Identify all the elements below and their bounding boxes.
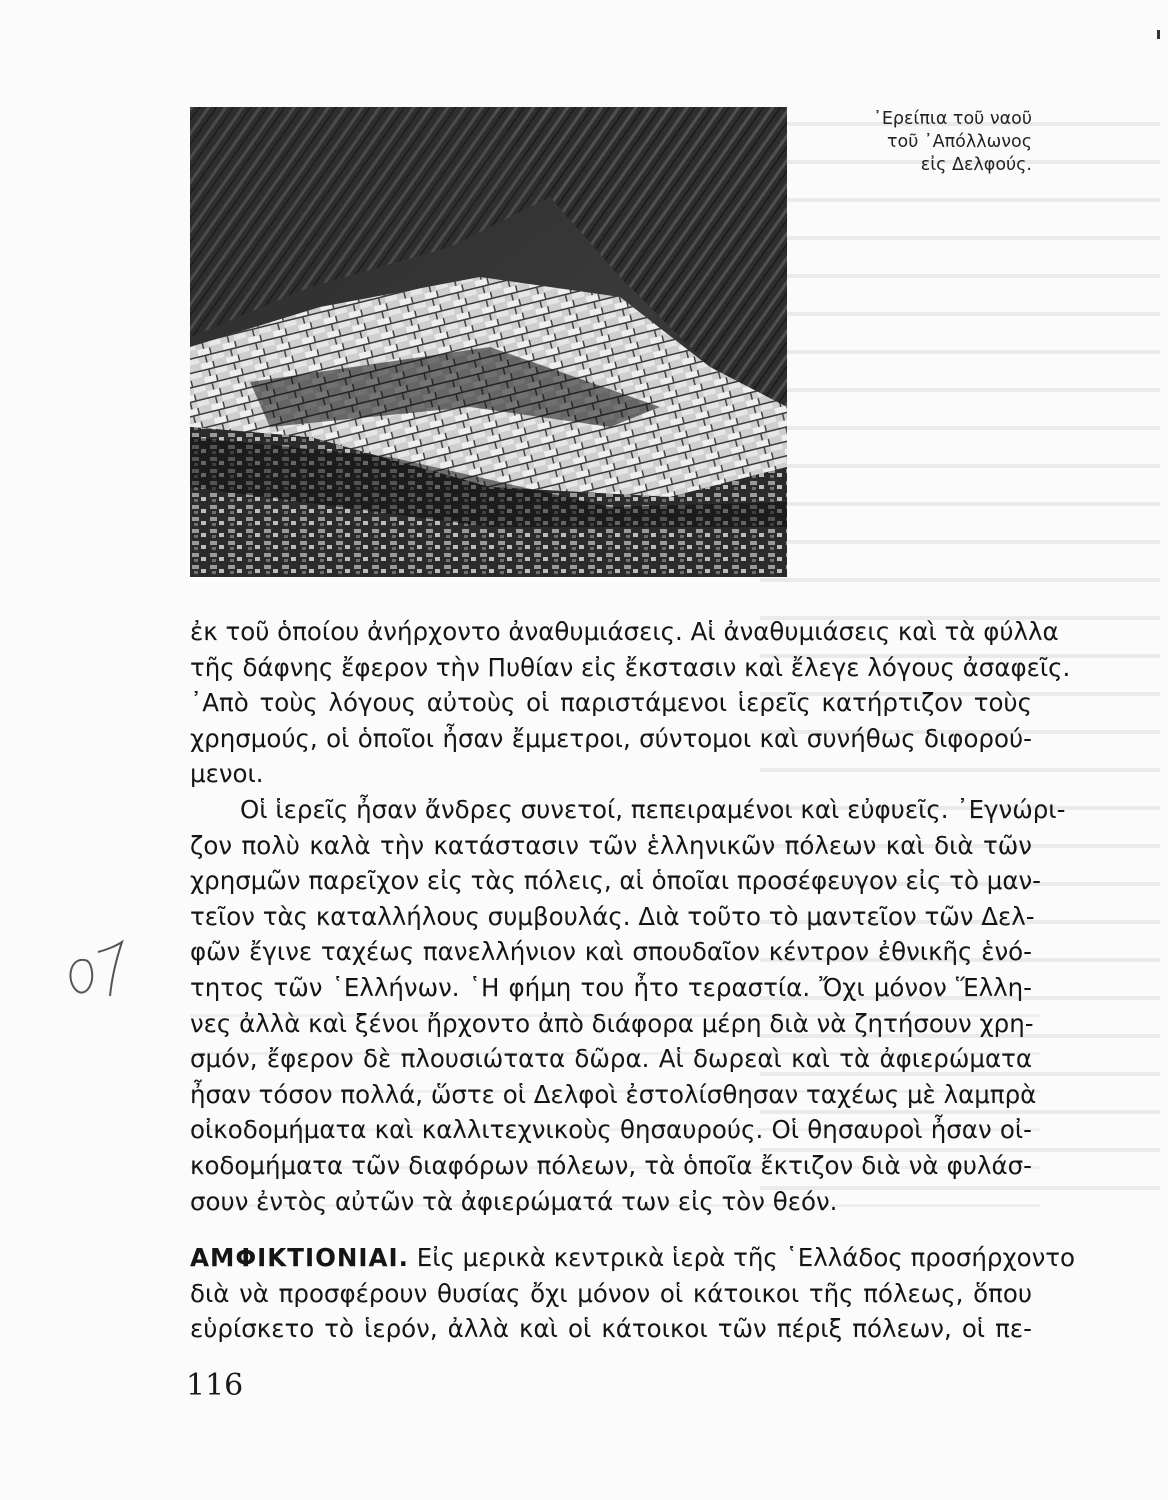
section-heading: ΑΜΦΙΚΤΙΟΝΙΑΙ.: [190, 1243, 409, 1272]
text-line: νες ἀλλὰ καὶ ξένοι ἤρχοντο ἀπὸ διάφορα μέρη διὰ νὰ ζητήσουν χρη-: [190, 1008, 1034, 1038]
section-first-line: [190, 1240, 1076, 1276]
text-line: τητος τῶν ῾Ελλήνων. ῾Η φήμη του ἦτο τεραστία. Ὄχι μόνον Ἕλλη-: [190, 972, 1032, 1002]
photo-caption: [810, 108, 1032, 177]
text-line: διὰ νὰ προσφέρουν θυσίας ὄχι μόνον οἱ κάτοικοι τῆς πόλεως, ὅπου: [190, 1278, 1032, 1308]
text-line: ζον πολὺ καλὰ τὴν κατάστασιν τῶν ἑλληνικῶν πόλεων καὶ διὰ τῶν: [190, 830, 1032, 860]
text-line: σουν ἐντὸς αὐτῶν τὰ ἀφιερώματά των εἰς τὸν θεόν.: [190, 1186, 838, 1216]
text-line: εὑρίσκετο τὸ ἱερόν, ἀλλὰ καὶ οἱ κάτοικοι τῶν πέριξ πόλεων, οἱ πε-: [190, 1314, 1032, 1344]
text-line: ᾿Απὸ τοὺς λόγους αὐτοὺς οἱ παριστάμενοι ἱερεῖς κατήρτιζον τοὺς: [190, 688, 1032, 718]
text-fragment: Εἰς μερικὰ κεντρικὰ ἱερὰ τῆς ῾Ελλάδος προσήρχοντο: [416, 1243, 1076, 1272]
text-line: σμόν, ἔφερον δὲ πλουσιώτατα δῶρα. Αἱ δωρεαὶ καὶ τὰ ἀφιερώματα: [190, 1044, 1032, 1074]
text-line: τεῖον τὰς καταλλήλους συμβουλάς. Διὰ τοῦτο τὸ μαντεῖον τῶν Δελ-: [190, 901, 1035, 931]
paragraph-continuation: [190, 614, 1071, 792]
text-line: τῆς δάφνης ἔφερον τὴν Πυθίαν εἰς ἔκστασιν καὶ ἔλεγε λόγους ἀσαφεῖς.: [190, 652, 1071, 682]
text-line: οἰκοδομήματα καὶ καλλιτεχνικοὺς θησαυρούς. Οἱ θησαυροὶ ἦσαν οἰ-: [190, 1115, 1032, 1145]
caption-line: τοῦ ᾿Απόλλωνος: [886, 132, 1032, 152]
page-number: 116: [186, 1368, 244, 1403]
handwritten-mark: [62, 930, 126, 1000]
text-line: φῶν ἔγινε ταχέως πανελλήνιον καὶ σπουδαῖον κέντρον ἐθνικῆς ἑνό-: [190, 937, 1032, 967]
paragraph-priests: [190, 792, 1066, 1219]
text-line: χρησμῶν παρεῖχον εἰς τὰς πόλεις, αἱ ὁποῖαι προσέφευγον εἰς τὸ μαν-: [190, 866, 1042, 896]
text-line: χρησμούς, οἱ ὁποῖοι ἦσαν ἔμμετροι, σύντομοι καὶ συνήθως διφορού-: [190, 723, 1032, 753]
temple-ruins-photo: [190, 107, 787, 577]
text-line: κοδομήματα τῶν διαφόρων πόλεων, τὰ ὁποῖα ἔκτιζον διὰ νὰ φυλάσ-: [190, 1150, 1032, 1180]
scan-mark: [1156, 30, 1162, 40]
caption-line: εἰς Δελφούς.: [920, 155, 1032, 175]
text-line: ἦσαν τόσον πολλά, ὥστε οἱ Δελφοὶ ἐστολίσθησαν ταχέως μὲ λαμπρὰ: [190, 1079, 1037, 1109]
text-line: ἐκ τοῦ ὁποίου ἀνήρχοντο ἀναθυμιάσεις. Αἱ ἀναθυμιάσεις καὶ τὰ φύλλα: [190, 617, 1059, 646]
text-line: Οἱ ἱερεῖς ἦσαν ἄνδρες συνετοί, πεπειραμένοι καὶ εὐφυεῖς. ᾿Εγνώρι-: [240, 795, 1066, 824]
section-amphictyonies: [190, 1240, 1076, 1347]
text-line: μενοι.: [190, 759, 264, 789]
caption-line: ᾿Ερείπια τοῦ ναοῦ: [873, 109, 1032, 129]
